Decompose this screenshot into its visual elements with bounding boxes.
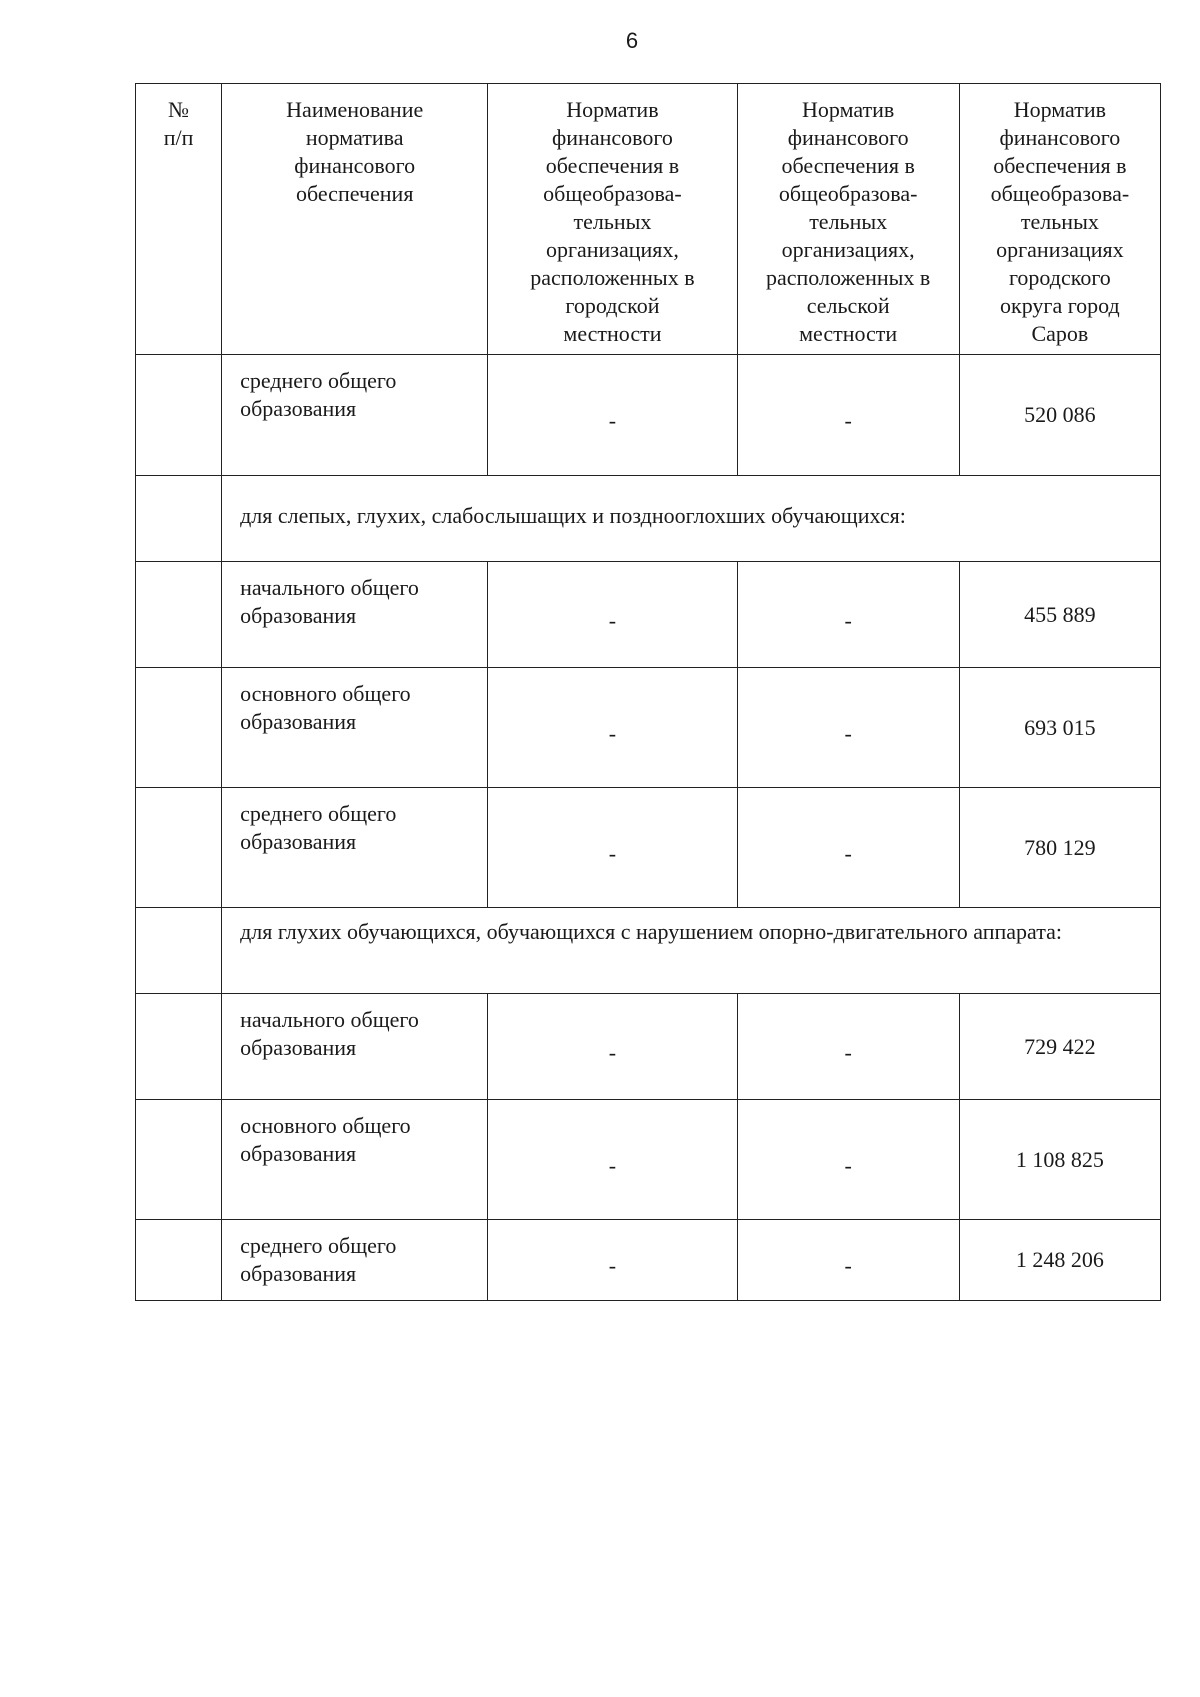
row-sarov-value: 455 889	[959, 562, 1160, 668]
table-row	[136, 994, 1161, 1100]
row-rural-value: -	[737, 355, 959, 476]
table-row	[136, 788, 1161, 908]
row-number-cell	[136, 476, 222, 562]
row-city-value: -	[488, 562, 737, 668]
row-name: начального общего образования	[222, 994, 488, 1100]
row-sarov-value: 693 015	[959, 668, 1160, 788]
row-name: среднего общего образования	[222, 788, 488, 908]
row-name: основного общего образования	[222, 668, 488, 788]
group-label: для глухих обучающихся, обучающихся с нарушением опорно-двигательного аппарата:	[222, 908, 1161, 994]
row-sarov-value: 520 086	[959, 355, 1160, 476]
financial-norms-table	[135, 83, 1161, 1301]
row-rural-value: -	[737, 562, 959, 668]
header-rural: Норматив финансового обеспечения в общеобразова-тельных организациях, расположенных в сельской местности	[737, 84, 959, 355]
row-number-cell	[136, 1100, 222, 1220]
group-row	[136, 908, 1161, 994]
row-name: среднего общего образования	[222, 355, 488, 476]
row-city-value: -	[488, 1220, 737, 1301]
row-rural-value: -	[737, 994, 959, 1100]
row-city-value: -	[488, 355, 737, 476]
row-city-value: -	[488, 1100, 737, 1220]
row-sarov-value: 1 248 206	[959, 1220, 1160, 1301]
page-number: 6	[625, 28, 639, 53]
row-number-cell	[136, 994, 222, 1100]
row-number-cell	[136, 355, 222, 476]
table-row	[136, 668, 1161, 788]
header-sarov: Норматив финансового обеспечения в общеобразова-тельных организациях городского округа город Саров	[959, 84, 1160, 355]
row-rural-value: -	[737, 1220, 959, 1301]
group-label: для слепых, глухих, слабослышащих и позднооглохших обучающихся:	[222, 476, 1161, 562]
row-city-value: -	[488, 668, 737, 788]
row-number-cell	[136, 908, 222, 994]
group-row	[136, 476, 1161, 562]
row-rural-value: -	[737, 668, 959, 788]
row-sarov-value: 729 422	[959, 994, 1160, 1100]
row-sarov-value: 780 129	[959, 788, 1160, 908]
table-row	[136, 562, 1161, 668]
row-city-value: -	[488, 788, 737, 908]
row-name: основного общего образования	[222, 1100, 488, 1220]
table-header-row	[136, 84, 1161, 355]
header-num: № п/п	[136, 84, 222, 355]
row-city-value: -	[488, 994, 737, 1100]
row-rural-value: -	[737, 1100, 959, 1220]
row-name: начального общего образования	[222, 562, 488, 668]
table-row	[136, 1220, 1161, 1301]
row-number-cell	[136, 562, 222, 668]
row-number-cell	[136, 668, 222, 788]
row-number-cell	[136, 1220, 222, 1301]
row-number-cell	[136, 788, 222, 908]
row-name: среднего общего образования	[222, 1220, 488, 1301]
table-row	[136, 355, 1161, 476]
header-name: Наименование норматива финансового обеспечения	[222, 84, 488, 355]
header-city: Норматив финансового обеспечения в общеобразова-тельных организациях, расположенных в городской местности	[488, 84, 737, 355]
row-rural-value: -	[737, 788, 959, 908]
table-row	[136, 1100, 1161, 1220]
row-sarov-value: 1 108 825	[959, 1100, 1160, 1220]
